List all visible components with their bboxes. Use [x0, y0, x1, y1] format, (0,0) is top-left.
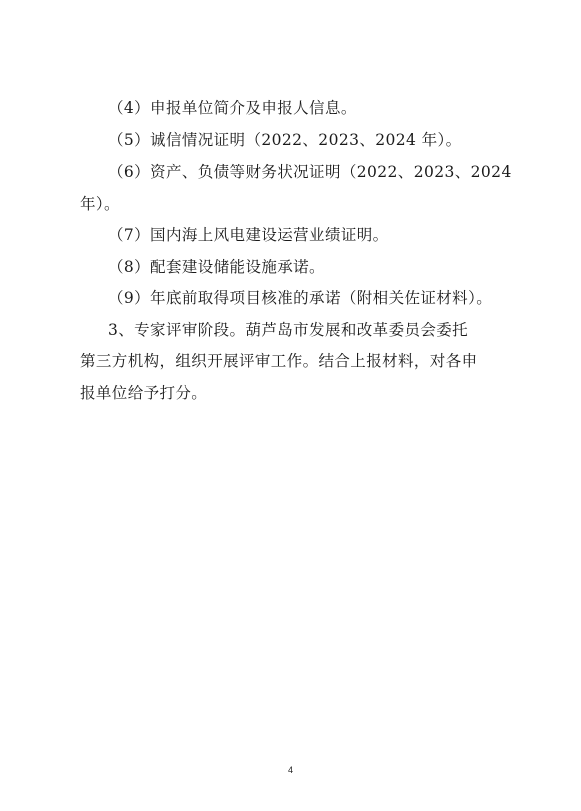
paragraph-expert-review-line-2: 第三方机构，组织开展评审工作。结合上报材料，对各申 — [80, 352, 478, 370]
page-number: 4 — [287, 765, 293, 775]
list-item-9: （9）年底前取得项目核准的承诺（附相关佐证材料）。 — [108, 289, 493, 307]
list-item-4: （4）申报单位简介及申报人信息。 — [108, 99, 357, 117]
list-item-7: （7）国内海上风电建设运营业绩证明。 — [108, 226, 389, 244]
list-item-8: （8）配套建设储能设施承诺。 — [108, 258, 325, 276]
list-item-6: （6）资产、负债等财务状况证明（2022、2023、2024 — [108, 163, 512, 181]
list-item-5: （5）诚信情况证明（2022、2023、2024 年）。 — [108, 131, 462, 149]
list-item-6-continuation: 年）。 — [80, 195, 120, 213]
paragraph-expert-review: 3、专家评审阶段。葫芦岛市发展和改革委员会委托 — [108, 321, 469, 339]
paragraph-expert-review-line-3: 报单位给予打分。 — [80, 384, 208, 402]
